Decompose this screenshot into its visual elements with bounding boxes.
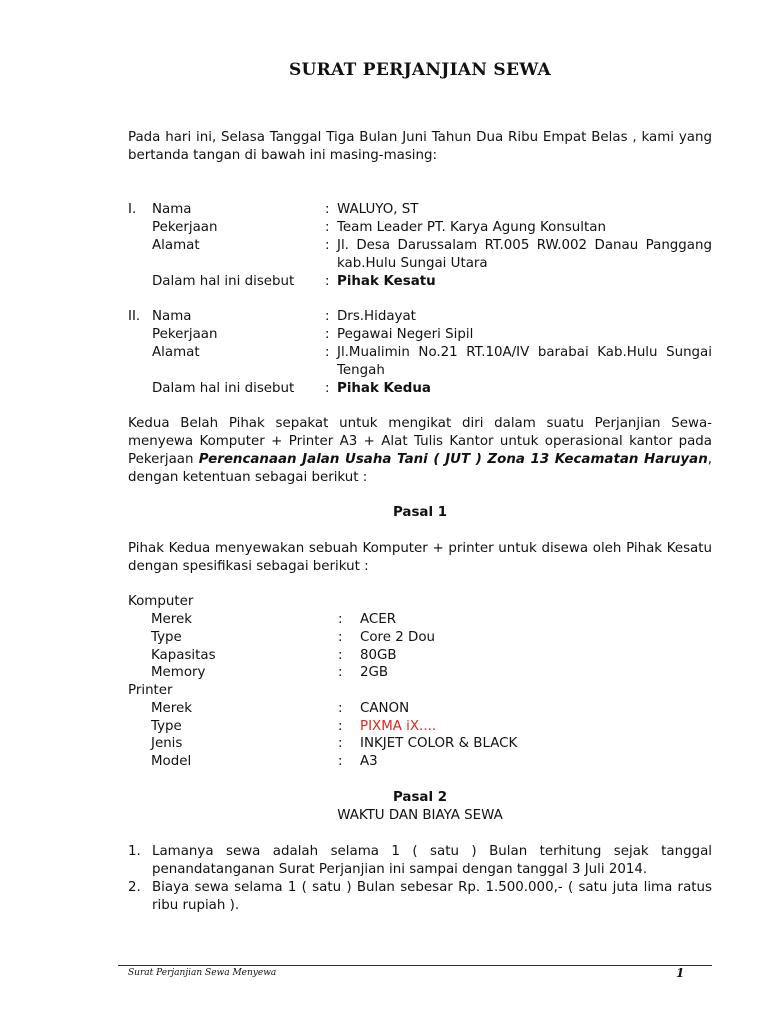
spec-value: A3 <box>360 754 378 769</box>
colon: : <box>325 202 330 217</box>
komputer-heading: Komputer <box>128 594 194 609</box>
agreement-paragraph <box>128 415 712 487</box>
spec-label: Merek <box>151 612 192 627</box>
party-1-number: I. <box>128 202 137 217</box>
disebut-label: Dalam hal ini disebut <box>152 381 295 396</box>
colon: : <box>338 754 343 769</box>
disebut-label: Dalam hal ini disebut <box>152 274 295 289</box>
list-text: Lamanya sewa adalah selama 1 ( satu ) Bulan terhitung sejak tanggal penandatanganan Surat Perjanjian ini sampai dengan tanggal 3 Juli 2014. <box>152 844 712 877</box>
page-number: 1 <box>676 966 685 980</box>
colon: : <box>325 238 330 253</box>
colon: : <box>338 736 343 751</box>
spec-label: Kapasitas <box>151 648 216 663</box>
agreement-text-1: Kedua Belah Pihak sepakat untuk mengikat diri dalam suatu Perjanjian Sewa-menyewa Komputer + Printer A3 + Alat Tulis Kantor untuk operasional kantor pada Pekerjaan <box>128 416 712 467</box>
colon: : <box>325 309 330 324</box>
colon: : <box>338 630 343 645</box>
party-1-nama: WALUYO, ST <box>337 202 419 217</box>
spec-value: 80GB <box>360 648 397 663</box>
spec-label: Memory <box>151 665 206 680</box>
colon: : <box>325 274 330 289</box>
party-2-alamat-line-1: Jl.Mualimin No.21 RT.10A/IV barabai Kab.Hulu Sungai <box>337 345 712 360</box>
colon: : <box>338 701 343 716</box>
party-2-number: II. <box>128 309 141 324</box>
alamat-label: Alamat <box>152 345 200 360</box>
spec-label: Type <box>151 630 182 645</box>
spec-value: CANON <box>360 701 410 716</box>
spec-value: ACER <box>360 612 397 627</box>
agreement-text-2: , dengan ketentuan sebagai berikut : <box>128 452 712 485</box>
pasal-2-subheading: WAKTU DAN BIAYA SEWA <box>337 808 503 823</box>
party-1-pekerjaan: Team Leader PT. Karya Agung Konsultan <box>337 220 606 235</box>
party-1-alamat-line-1: Jl. Desa Darussalam RT.005 RW.002 Danau Panggang <box>337 238 712 253</box>
pasal-1-text: Pihak Kedua menyewakan sebuah Komputer + printer untuk disewa oleh Pihak Kesatu dengan spesifikasi sebagai berikut : <box>128 541 712 574</box>
project-name: Perencanaan Jalan Usaha Tani ( JUT ) Zona 13 Kecamatan Haruyan <box>198 452 708 467</box>
colon: : <box>338 719 343 734</box>
colon: : <box>338 612 343 627</box>
party-2-disebut: Pihak Kedua <box>337 381 431 396</box>
party-1-alamat-line-2: kab.Hulu Sungai Utara <box>337 256 488 271</box>
colon: : <box>325 345 330 360</box>
party-2-nama: Drs.Hidayat <box>337 309 416 324</box>
nama-label: Nama <box>152 202 192 217</box>
list-number: 1. <box>128 844 141 859</box>
colon: : <box>338 648 343 663</box>
footer-divider <box>118 965 712 966</box>
intro-paragraph: Pada hari ini, Selasa Tanggal Tiga Bulan Juni Tahun Dua Ribu Empat Belas , kami yang bertanda tangan di bawah ini masing-masing: <box>128 130 712 163</box>
spec-value: INKJET COLOR & BLACK <box>360 736 518 751</box>
list-text: Biaya sewa selama 1 ( satu ) Bulan sebesar Rp. 1.500.000,- ( satu juta lima ratus ribu rupiah ). <box>152 880 712 913</box>
pasal-2-heading: Pasal 2 <box>392 790 448 805</box>
printer-heading: Printer <box>128 683 173 698</box>
party-2-pekerjaan: Pegawai Negeri Sipil <box>337 327 474 342</box>
spec-value: Core 2 Dou <box>360 630 436 645</box>
spec-value: 2GB <box>360 665 389 680</box>
footer-title: Surat Perjanjian Sewa Menyewa <box>128 968 277 978</box>
colon: : <box>325 220 330 235</box>
colon: : <box>338 665 343 680</box>
colon: : <box>325 381 330 396</box>
spec-label: Type <box>151 719 182 734</box>
document-title: SURAT PERJANJIAN SEWA <box>288 60 552 80</box>
party-2-alamat-line-2: Tengah <box>337 363 385 378</box>
spec-label: Jenis <box>151 736 183 751</box>
alamat-label: Alamat <box>152 238 200 253</box>
pasal-1-heading: Pasal 1 <box>392 505 448 520</box>
spec-label: Merek <box>151 701 192 716</box>
list-number: 2. <box>128 880 141 895</box>
spec-value-highlighted: PIXMA iX.... <box>360 719 437 734</box>
pekerjaan-label: Pekerjaan <box>152 327 218 342</box>
colon: : <box>325 327 330 342</box>
pekerjaan-label: Pekerjaan <box>152 220 218 235</box>
spec-label: Model <box>151 754 192 769</box>
nama-label: Nama <box>152 309 192 324</box>
party-1-disebut: Pihak Kesatu <box>337 274 436 289</box>
